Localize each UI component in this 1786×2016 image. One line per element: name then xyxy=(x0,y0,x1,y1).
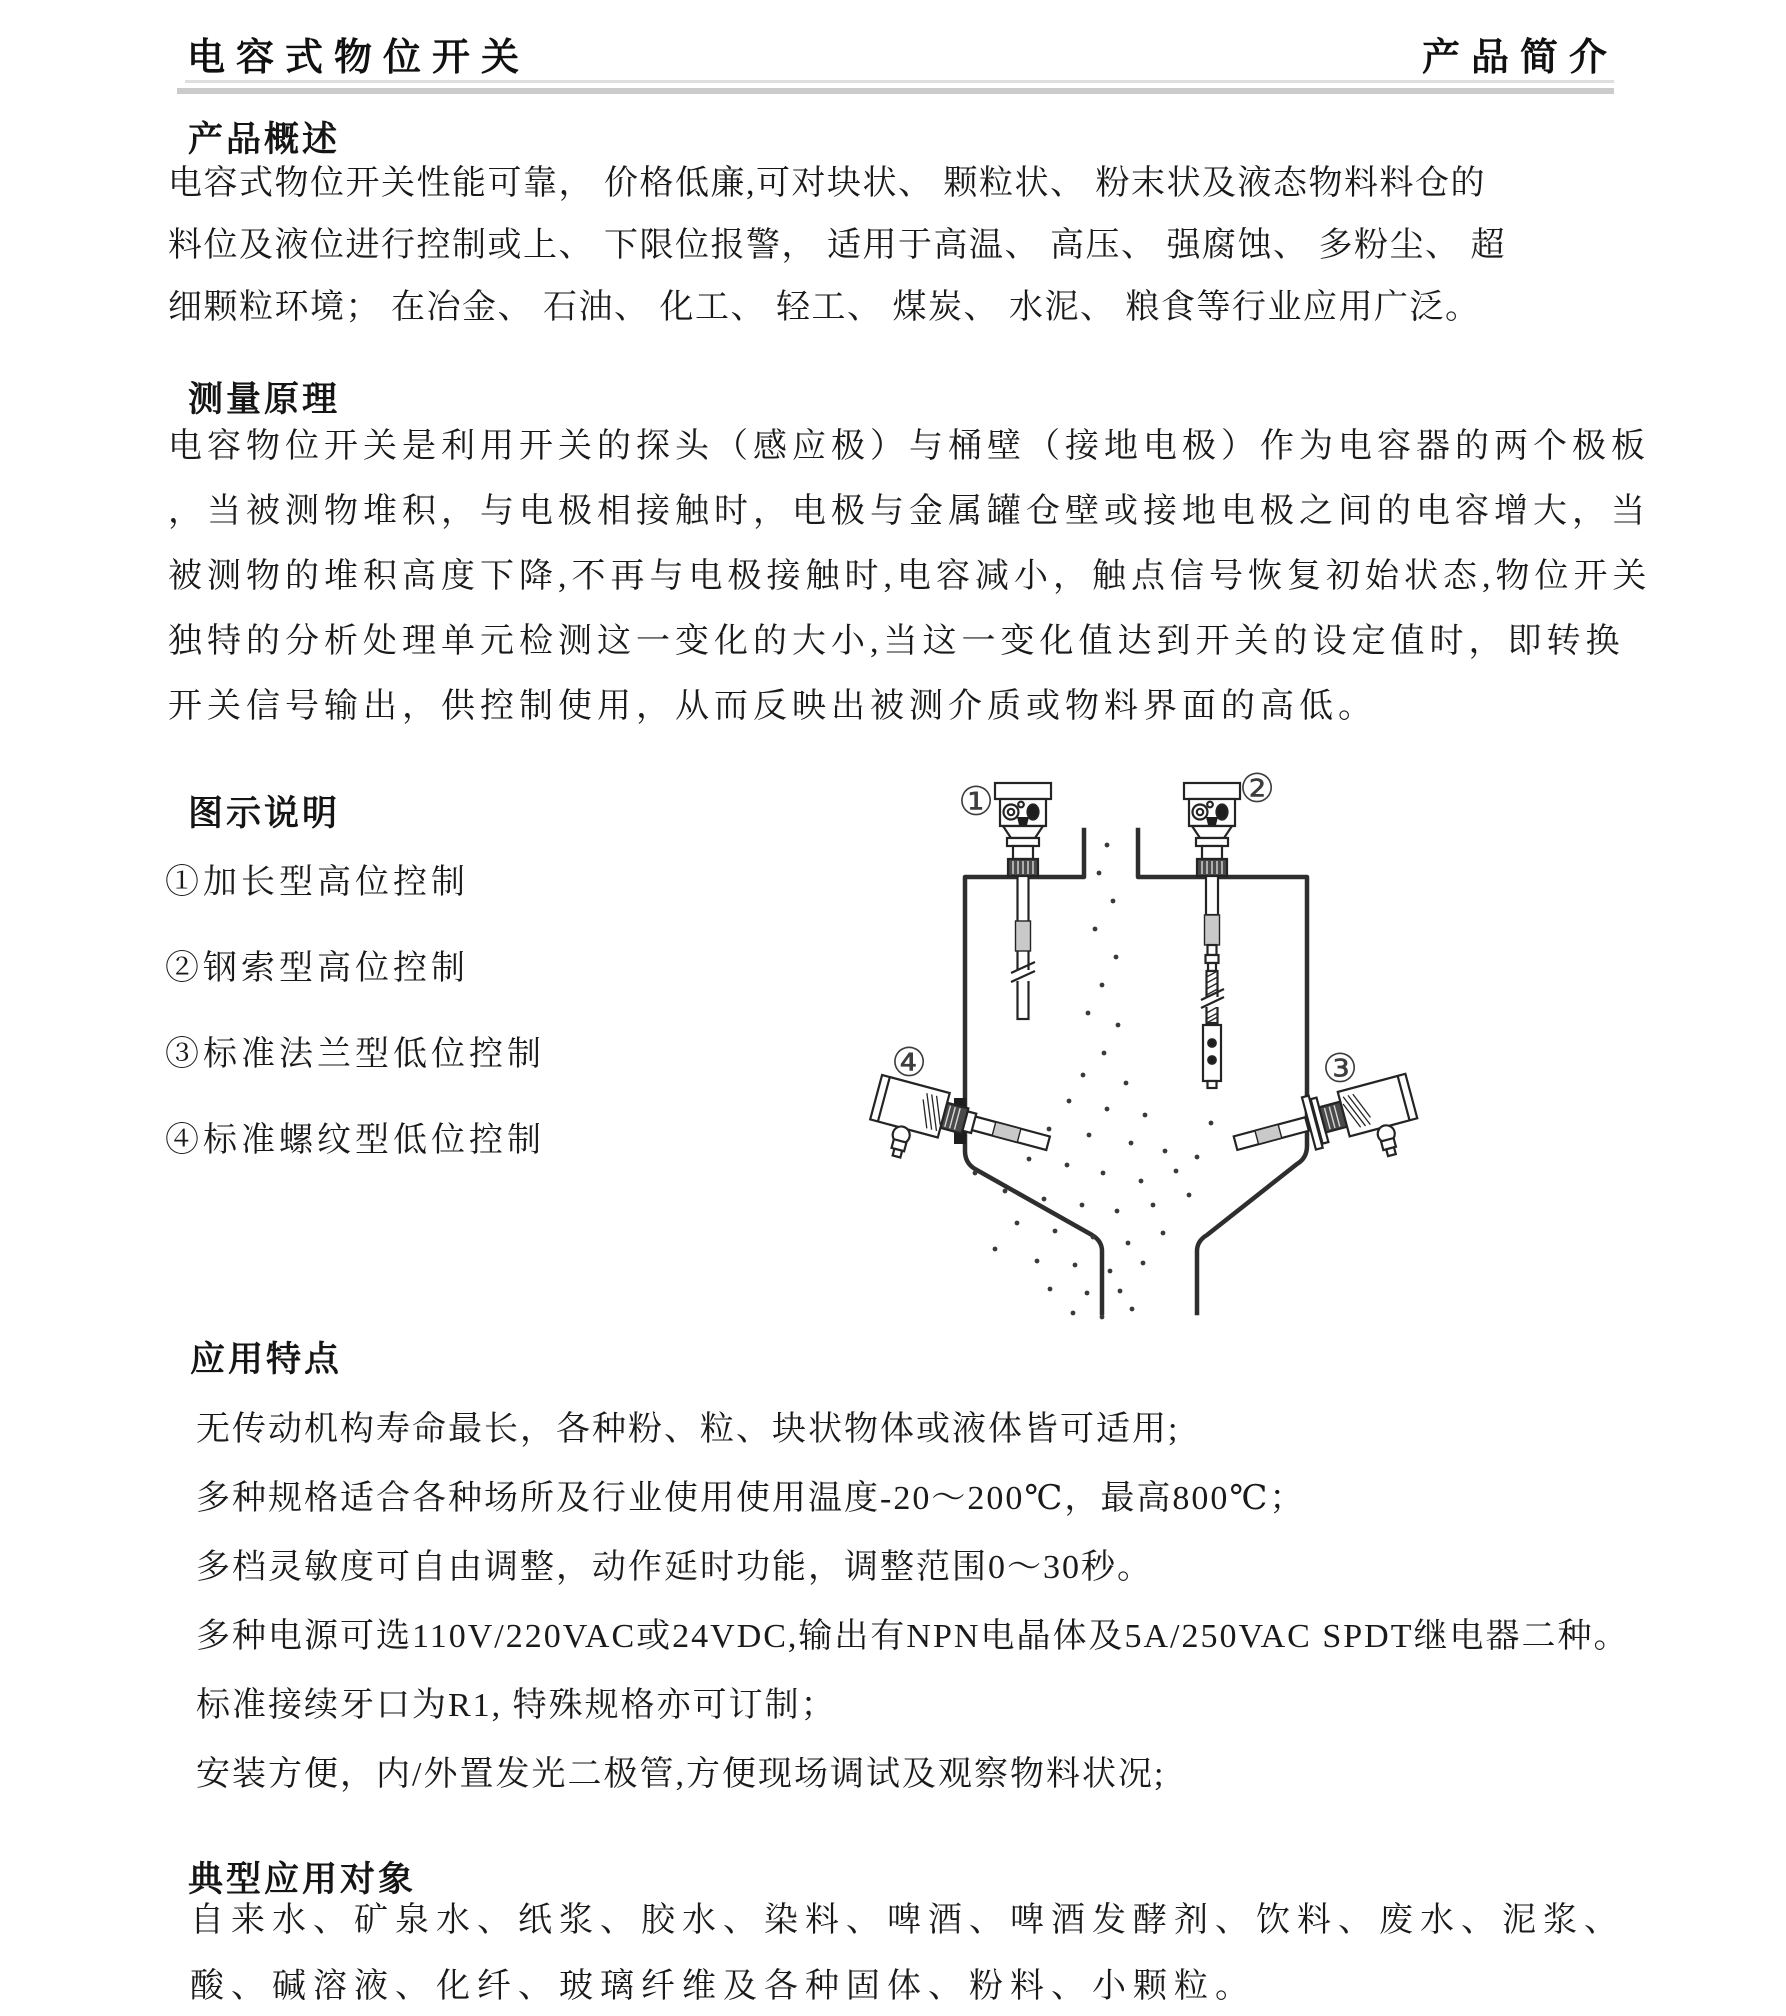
page-section-title: 产品简介 xyxy=(1421,37,1618,79)
diagram-label-2: ② xyxy=(1239,766,1275,811)
diagram-label-3: ③ xyxy=(1322,1046,1358,1091)
principle-line: 开关信号输出，供控制使用，从而反映出被测介质或物料界面的高低。 xyxy=(168,688,1377,725)
principle-line: 被测物的堆积高度下降,不再与电极接触时,电容减小，触点信号恢复初始状态,物位开关 xyxy=(168,558,1652,595)
principle-paragraph xyxy=(168,424,1652,749)
features-list xyxy=(196,1408,1629,1822)
principle-heading: 测量原理 xyxy=(188,380,341,419)
applications-heading: 典型应用对象 xyxy=(188,1860,417,1899)
feature-item: 多种电源可选110V/220VAC或24VDC,输出有NPN电晶体及5A/250VAC SPDT继电器二种。 xyxy=(196,1618,1630,1655)
tank-outline xyxy=(965,830,1307,1313)
overview-paragraph xyxy=(168,162,1506,348)
legend-heading: 图示说明 xyxy=(188,794,341,833)
silo-diagram xyxy=(845,705,1465,1345)
application-line: 酸、碱溶液、化纤、玻璃纤维及各种固体、粉料、小颗粒。 xyxy=(190,1968,1256,2005)
overview-heading: 产品概述 xyxy=(188,120,341,159)
sensor-rope-probe xyxy=(1184,783,1240,1088)
legend-item: ③标准法兰型低位控制 xyxy=(165,1036,545,1073)
header-rule-thick xyxy=(177,88,1614,94)
overview-line: 细颗粒环境； 在冶金、 石油、 化工、 轻工、 煤炭、 水泥、 粮食等行业应用广泛。 xyxy=(168,289,1481,326)
feature-item: 多档灵敏度可自由调整，动作延时功能，调整范围0～30秒。 xyxy=(196,1549,1153,1586)
features-heading: 应用特点 xyxy=(190,1340,343,1379)
overview-line: 料位及液位进行控制或上、 下限位报警， 适用于高温、 高压、 强腐蚀、 多粉尘、 超 xyxy=(168,227,1506,264)
page-title: 电容式物位开关 xyxy=(187,37,531,79)
sensor-threaded-type xyxy=(863,1075,1054,1194)
overview-line: 电容式物位开关性能可靠， 价格低廉,可对块状、 颗粒状、 粉末状及液态物料料仓的 xyxy=(168,165,1486,202)
header-rule-thin xyxy=(185,80,1614,83)
feature-item: 安装方便，内/外置发光二极管,方便现场调试及观察物料状况; xyxy=(196,1756,1166,1793)
applications-paragraph xyxy=(190,1898,1625,2016)
legend-item: ④标准螺纹型低位控制 xyxy=(165,1122,545,1159)
legend-list xyxy=(165,860,545,1204)
feature-item: 无传动机构寿命最长，各种粉、粒、块状物体或液体皆可适用; xyxy=(196,1411,1180,1448)
principle-line: 电容物位开关是利用开关的探头（感应极）与桶壁（接地电极）作为电容器的两个极板 xyxy=(168,428,1650,465)
material-dots xyxy=(973,843,1214,1320)
diagram-label-4: ④ xyxy=(891,1040,927,1085)
feature-item: 多种规格适合各种场所及行业使用使用温度-20～200℃，最高800℃； xyxy=(196,1480,1306,1517)
principle-line: ，当被测物堆积，与电极相接触时，电极与金属罐仓壁或接地电极之间的电容增大，当 xyxy=(168,493,1650,530)
feature-item: 标准接续牙口为R1, 特殊规格亦可订制； xyxy=(196,1687,837,1724)
application-line: 自来水、矿泉水、纸浆、胶水、染料、啤酒、啤酒发酵剂、饮料、废水、泥浆、 xyxy=(190,1902,1625,1939)
legend-item: ②钢索型高位控制 xyxy=(165,950,469,987)
sensor-long-probe xyxy=(995,783,1051,1019)
legend-item: ①加长型高位控制 xyxy=(165,864,469,901)
diagram-label-1: ① xyxy=(958,779,994,824)
principle-line: 独特的分析处理单元检测这一变化的大小,当这一变化值达到开关的设定值时，即转换 xyxy=(168,623,1625,660)
